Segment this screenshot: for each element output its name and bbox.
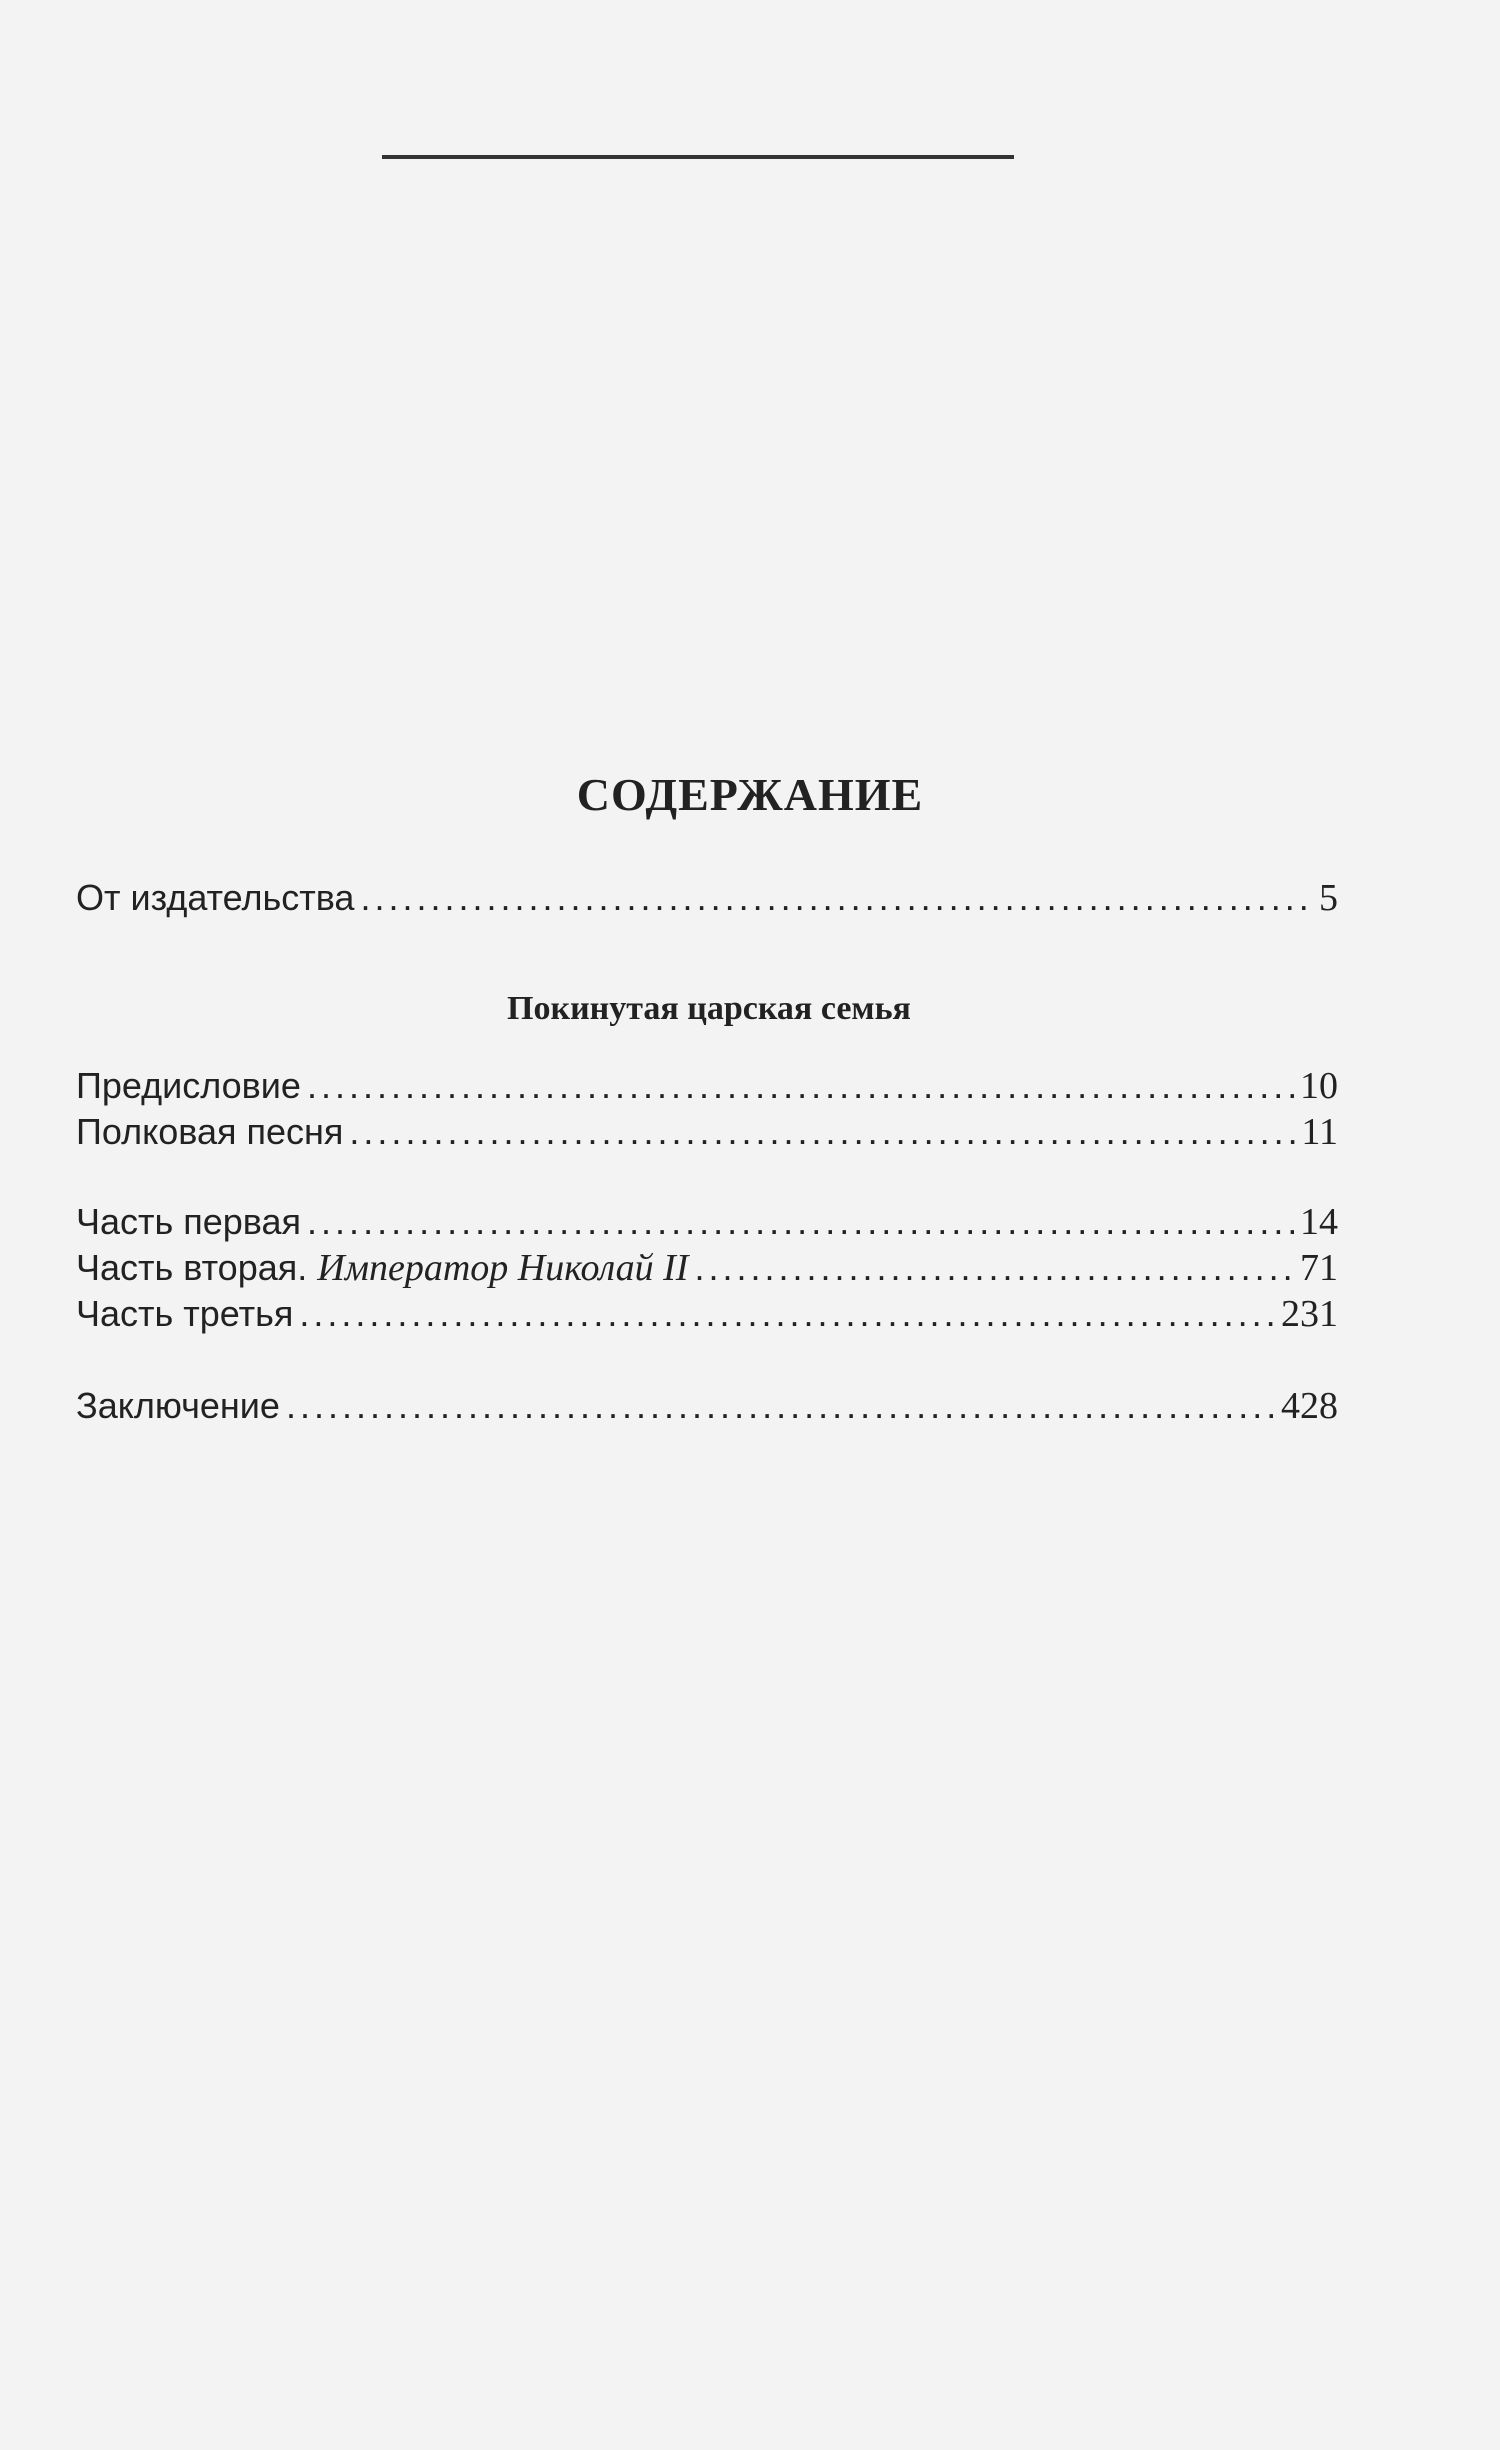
toc-entry-conclusion[interactable]: [76, 1384, 1338, 1428]
toc-entry-label: Часть третья: [76, 1293, 294, 1334]
toc-entry-label-plain: Часть вторая.: [76, 1247, 308, 1288]
toc-entry-label: Часть первая: [76, 1201, 302, 1242]
toc-entry-label-italic: Император Николай II: [317, 1247, 689, 1289]
toc-entry-page: 10: [1300, 1065, 1338, 1107]
section-heading: Покинутая царская семья: [507, 990, 911, 1027]
toc-entry-label: Заключение: [76, 1385, 280, 1426]
dot-leader: [307, 1065, 1294, 1107]
toc-entry-page: 71: [1300, 1247, 1338, 1289]
toc-entry-page: 231: [1281, 1293, 1338, 1335]
toc-title: СОДЕРЖАНИЕ: [576, 769, 924, 820]
toc-entry-part-three[interactable]: [76, 1292, 1338, 1336]
dot-leader: [307, 1201, 1294, 1243]
toc-entry-label: [76, 1246, 688, 1290]
top-rule: [382, 155, 1014, 159]
toc-entry-page: 14: [1300, 1201, 1338, 1243]
toc-entry-page: 11: [1301, 1111, 1338, 1153]
toc-entry-part-two[interactable]: [76, 1246, 1338, 1290]
toc-entry-label: Полковая песня: [76, 1111, 344, 1152]
dot-leader: [349, 1111, 1295, 1153]
toc-entry-regiment-song[interactable]: [76, 1110, 1338, 1154]
dot-leader: [286, 1385, 1275, 1427]
toc-entry-preface[interactable]: [76, 1064, 1338, 1108]
toc-entry-page: 428: [1281, 1385, 1338, 1427]
toc-entry-part-one[interactable]: [76, 1200, 1338, 1244]
dot-leader: [360, 877, 1313, 919]
toc-entry-page: 5: [1319, 877, 1338, 919]
toc-entry-label: Предисловие: [76, 1065, 301, 1106]
dot-leader: [299, 1293, 1275, 1335]
toc-entry-from-publisher[interactable]: [76, 876, 1338, 920]
toc-entry-label: От издательства: [76, 877, 355, 918]
dot-leader: [694, 1247, 1294, 1289]
